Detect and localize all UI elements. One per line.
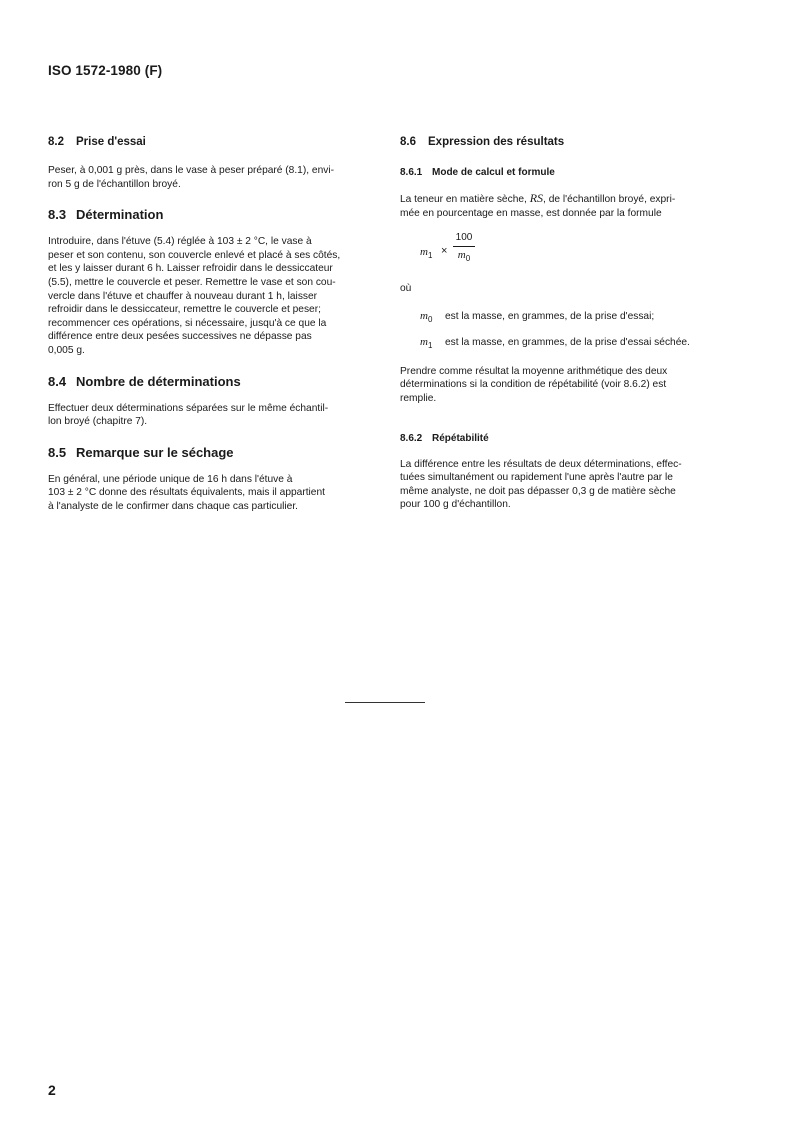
fraction: [453, 232, 475, 265]
denominator-m0: $m_0$: [457, 249, 471, 264]
heading-8-4: [48, 374, 370, 390]
text-line: déterminations si la condition de répétabilité (voir 8.6.2) est: [400, 379, 667, 391]
section-title: Expression des résultats: [428, 136, 565, 148]
section-number: 8.5: [48, 444, 67, 460]
text-line: (5.5), mettre le couvercle et peser. Remettre le vase et son cou-: [48, 276, 336, 288]
heading-8-6: [400, 134, 727, 150]
text-line: pour 100 g d'échantillon.: [400, 499, 511, 511]
text-line: refroidir dans le dessiccateur, remettre le couvercle et peser;: [48, 304, 321, 316]
formula-m1: $m_1$: [420, 246, 433, 261]
text-line: différence entre deux pesées successives ne dépasse pas: [48, 331, 312, 343]
paragraph-8-6-2: [400, 458, 727, 512]
definition-text: est la masse, en grammes, de la prise d'essai séchée.: [445, 336, 690, 348]
section-number: 8.6.1: [400, 167, 423, 178]
section-title: Prise d'essai: [76, 136, 146, 148]
ou-label: où: [400, 283, 412, 295]
text-line: vercle dans l'étuve et chauffer à nouveau durant 1 h, laisser: [48, 290, 318, 302]
numerator: 100: [455, 232, 473, 244]
page-number: 2: [48, 1082, 56, 1098]
formula: [420, 232, 727, 272]
text-line: Effectuer deux déterminations séparées sur le même échantil-: [48, 402, 329, 414]
section-title: Mode de calcul et formule: [432, 167, 555, 178]
section-8-4: [48, 374, 370, 429]
section-number: 8.4: [48, 373, 67, 389]
paragraph-8-4: [48, 402, 370, 429]
section-title: Détermination: [76, 207, 164, 223]
section-number: 8.3: [48, 207, 67, 223]
symbol-m0: $m_0$: [420, 309, 433, 324]
definition-m0: [420, 310, 727, 324]
right-column: [400, 134, 727, 512]
text-line: Peser, à 0,001 g près, dans le vase à peser préparé (8.1), envi-: [48, 165, 334, 176]
section-number: 8.6: [400, 136, 416, 148]
text-line: à l'analyste de le confirmer dans chaque cas particulier.: [48, 500, 298, 512]
paragraph-8-5: [48, 473, 370, 514]
rs-symbol: RS: [529, 191, 544, 205]
heading-8-5: [48, 445, 370, 461]
text-line: La différence entre les résultats de deux déterminations, effec-: [400, 458, 682, 470]
section-8-5: [48, 445, 370, 514]
text-line: tuées simultanément ou rapidement l'une après l'autre par le: [400, 472, 673, 484]
text-line: lon broyé (chapitre 7).: [48, 416, 148, 428]
times-symbol: ×: [441, 245, 448, 258]
text-line: Prendre comme résultat la moyenne arithmétique des deux: [400, 365, 668, 377]
text-line: recommencer ces opérations, si nécessaire, jusqu'à ce que la: [48, 317, 327, 329]
text-segment: , de l'échantillon broyé, expri-: [543, 194, 676, 205]
text-line: peser et son contenu, son couvercle enlevé et placé à ses côtés,: [48, 249, 341, 261]
heading-8-6-2: [400, 432, 727, 446]
text-line: mée en pourcentage en masse, est donnée par la formule: [400, 207, 662, 219]
section-8-3: [48, 207, 370, 357]
section-title: Répétabilité: [432, 432, 489, 444]
text-line: 103 ± 2 °C donne des résultats équivalents, mais il appartient: [48, 487, 325, 499]
heading-8-6-1: [400, 166, 727, 180]
paragraph-8-3: [48, 235, 370, 357]
text-line: ron 5 g de l'échantillon broyé.: [48, 178, 181, 190]
definition-text: est la masse, en grammes, de la prise d'essai;: [445, 310, 655, 322]
document-code: ISO 1572-1980 (F): [48, 63, 163, 78]
section-number: 8.6.2: [400, 432, 423, 444]
end-rule: [345, 702, 425, 703]
text-line: 0,005 g.: [48, 344, 85, 356]
heading-8-3: [48, 207, 370, 223]
paragraph-8-6-1-intro: [400, 192, 727, 220]
text-line: En général, une période unique de 16 h dans l'étuve à: [48, 473, 293, 485]
text-line: remplie.: [400, 392, 437, 404]
text-line: et les y laisser durant 6 h. Laisser refroidir dans le dessiccateur: [48, 263, 333, 275]
text-line: même analyste, ne doit pas dépasser 0,3 g de matière sèche: [400, 485, 676, 497]
left-column: [48, 134, 370, 514]
symbol-m1: $m_1$: [420, 335, 433, 350]
text-line: Introduire, dans l'étuve (5.4) réglée à 103 ± 2 °C, le vase à: [48, 236, 312, 248]
paragraph-8-2: [48, 164, 370, 191]
section-title: Nombre de déterminations: [76, 373, 241, 389]
fraction-bar: [453, 246, 475, 247]
text-segment: La teneur en matière sèche,: [400, 194, 527, 205]
paragraph-result: [400, 365, 727, 406]
definition-m1: [420, 336, 727, 350]
heading-8-2: [48, 134, 370, 150]
section-8-2: [48, 134, 370, 191]
section-title: Remarque sur le séchage: [76, 444, 234, 460]
section-number: 8.2: [48, 136, 64, 148]
